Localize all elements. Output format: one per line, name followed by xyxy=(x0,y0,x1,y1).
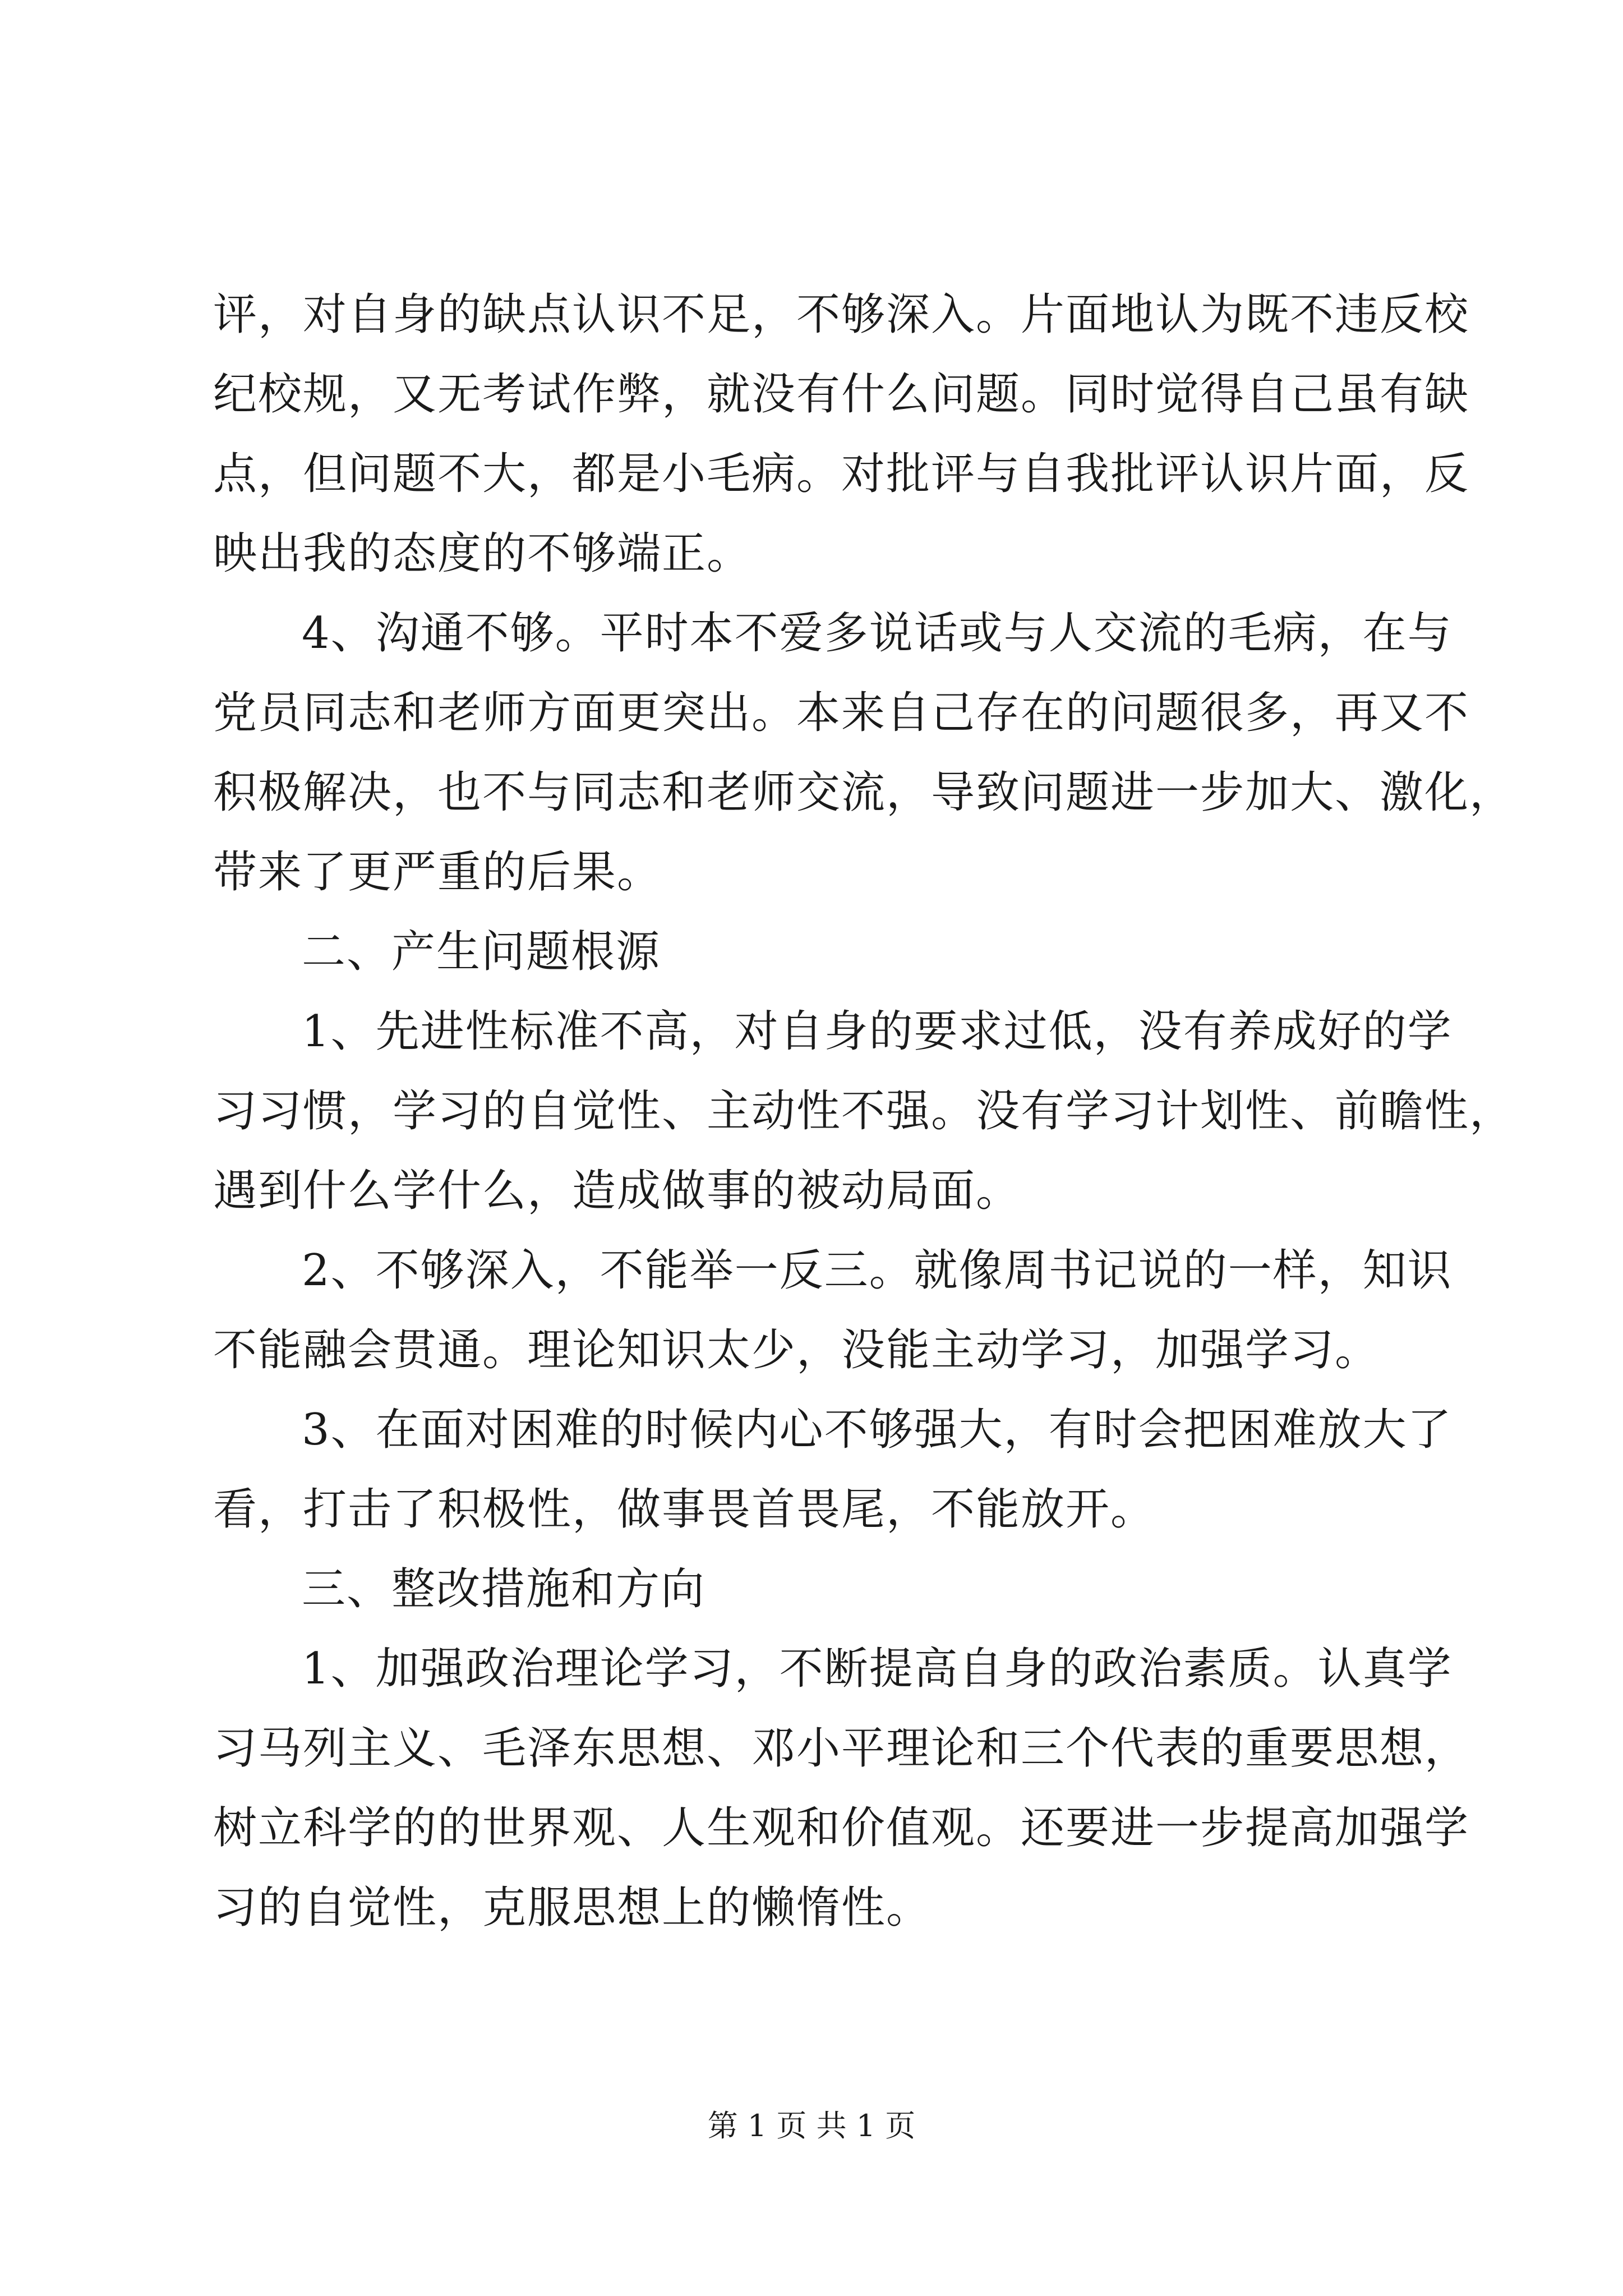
body-line: 习习惯，学习的自觉性、主动性不强。没有学习计划性、前瞻性， xyxy=(213,1086,1515,1137)
body-line: 映出我的态度的不够端正。 xyxy=(213,528,752,579)
section-heading: 三、整改措施和方向 xyxy=(302,1564,706,1614)
body-line: 习的自觉性，克服思想上的懒惰性。 xyxy=(213,1883,932,1933)
body-line: 不能融会贯通。理论知识太少，没能主动学习，加强学习。 xyxy=(213,1325,1380,1375)
body-line: 习马列主义、毛泽东思想、邓小平理论和三个代表的重要思想， xyxy=(213,1723,1470,1774)
body-line: 1、加强政治理论学习，不断提高自身的政治素质。认真学 xyxy=(302,1644,1453,1694)
body-line: 看，打击了积极性，做事畏首畏尾，不能放开。 xyxy=(213,1484,1156,1535)
body-line: 评，对自身的缺点认识不足，不够深入。片面地认为既不违反校 xyxy=(213,289,1470,340)
body-line: 党员同志和老师方面更突出。本来自己存在的问题很多，再又不 xyxy=(213,688,1470,738)
document-body xyxy=(213,275,1515,1948)
body-line: 点，但问题不大，都是小毛病。对批评与自我批评认识片面，反 xyxy=(213,449,1470,499)
body-line: 带来了更严重的后果。 xyxy=(213,847,662,898)
body-line: 遇到什么学什么，造成做事的被动局面。 xyxy=(213,1166,1021,1216)
body-line: 积极解决，也不与同志和老师交流，导致问题进一步加大、激化， xyxy=(213,767,1515,818)
page-number-footer: 第 1 页 共 1 页 xyxy=(707,2108,916,2143)
body-line: 1、先进性标准不高，对自身的要求过低，没有养成好的学 xyxy=(302,1006,1453,1057)
body-line: 树立科学的的世界观、人生观和价值观。还要进一步提高加强学 xyxy=(213,1803,1470,1853)
body-line: 3、在面对困难的时候内心不够强大，有时会把困难放大了 xyxy=(302,1405,1453,1455)
section-heading: 二、产生问题根源 xyxy=(302,927,661,977)
body-line: 4、沟通不够。平时本不爱多说话或与人交流的毛病，在与 xyxy=(302,608,1453,659)
body-line: 纪校规，又无考试作弊，就没有什么问题。同时觉得自己虽有缺 xyxy=(213,369,1470,420)
body-line: 2、不够深入，不能举一反三。就像周书记说的一样，知识 xyxy=(302,1245,1453,1296)
